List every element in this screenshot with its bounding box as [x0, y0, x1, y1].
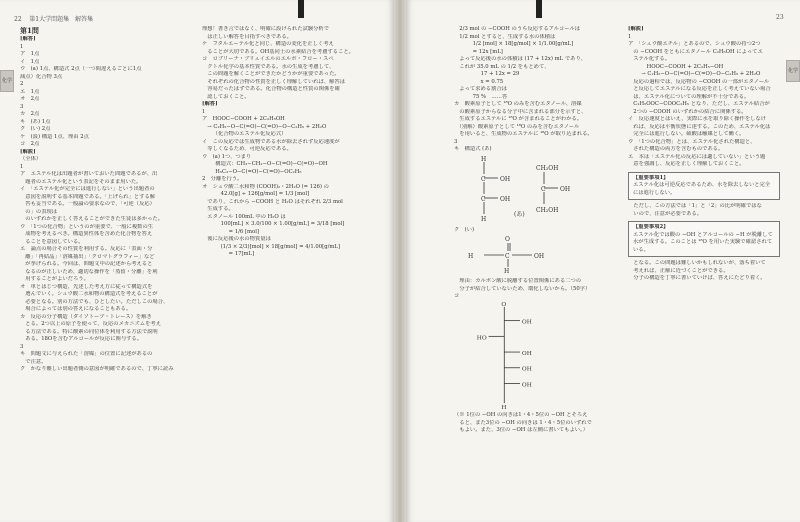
- text-line: ウ 「1つの化合物」とは、エステル化された構造と、: [628, 138, 756, 145]
- text-line: [解説]: [20, 148, 36, 155]
- note-box-title: 【重要事項1】: [633, 174, 669, 181]
- text-line: 75 % ……答: [462, 93, 508, 100]
- structure-atom-label: C: [541, 185, 546, 193]
- text-line: 構造式：CH₃−CH₂−O−C(=O)−C(=O)−OH: [210, 161, 328, 167]
- text-line: よって求める割合は: [454, 86, 507, 92]
- text-line: ク (い): [454, 227, 475, 233]
- text-line: ア 1点: [20, 51, 40, 57]
- text-line: 用することがよいだろう。: [20, 276, 89, 282]
- text-line: 考えれば、正解に近づくことができる。: [628, 267, 729, 274]
- text-line: もよい。また、3位の −OH は左側に書いてもよい。）: [454, 427, 589, 433]
- structure-atom-label: H: [504, 267, 510, 275]
- structure-atom-label: HO: [476, 334, 487, 341]
- text-line: 容易だったはずである。化合物の構造と性質の関係を確: [202, 86, 340, 92]
- text-line: イ 1点: [20, 58, 40, 65]
- text-line: ア エステル化は出題者が書いておいた問題であるが、出: [20, 171, 158, 177]
- text-line: のいずれかを正しく答えることができた生徒は多かった。: [20, 216, 164, 222]
- text-line: コ 2点: [20, 141, 40, 147]
- structure-atom-label: OH: [521, 381, 532, 388]
- text-line: キ (あ) 1点: [20, 118, 51, 125]
- text-line: る方法である。特に酸素の同位体を利用する方法で説明: [20, 328, 158, 335]
- right-column-2: [628, 26, 780, 283]
- text-line: キ 問題文に与えられた「溶媒」の位置に記述があるの: [20, 351, 153, 357]
- text-line: ク (い) 2点: [20, 126, 51, 132]
- text-line: 第1問: [20, 26, 39, 35]
- text-line: なるのが正しいため、適切な操作を「蒸留・分離」を利: [20, 268, 158, 275]
- text-line: オ 単とはじつ構造、先述した考え方に従って構造式を: [20, 283, 153, 290]
- text-line: 42.0[g] ÷ 126[g/mol] = 1/3 [mol]: [210, 191, 310, 197]
- text-line: 分子の構造を丁寧に書いていけば、答えにたどり着く。: [628, 275, 766, 281]
- text-line: ただし、この方法では「1」と「2」の比が明確ではな: [628, 203, 762, 209]
- text-line: エ 論点の場合その性質を利用する。反応に「表面・分: [20, 246, 153, 252]
- text-line: された構造の両方を含むものである。: [628, 146, 724, 152]
- text-line: = 1/6 [mol]: [218, 228, 259, 235]
- text-line: ア 「シュウ酸エチル」とあるので、シュウ酸の持つ2つ: [628, 41, 761, 47]
- structure-atom-label: CH₂OH: [536, 206, 559, 214]
- text-line: は、エステル化についての理解が不十分である。: [628, 93, 750, 100]
- text-line: C₂H₅OOC−COOC₂H₅ となり、ただし、エステル結合が: [628, 101, 770, 107]
- structure-atom-label: CH₂OH: [536, 164, 559, 172]
- text-line: 1/2 mol とすると、生成する水の体積は: [454, 33, 556, 40]
- text-line: イ この反応では生成物である水が除去されず反応速度が: [202, 138, 340, 145]
- structure-diagram-b: [454, 235, 584, 275]
- text-line: よって反応後の水の体積は (17 + 12x) mL であり、: [454, 56, 587, 62]
- text-line: 1/2 [mol] × 18[g/mol] × 1/1.00[g/mL]: [462, 41, 574, 47]
- text-line: イ 反応速度とはいえ、実際に水を取り除く操作をしなけ: [628, 116, 767, 122]
- structure-atom-label: OH: [521, 319, 532, 326]
- text-line: 理想！書き言ではなく、明確に設けられた試験分析で: [202, 26, 330, 32]
- left-page-number: 22: [14, 16, 22, 23]
- note-box-body: エステル化では酸の −OH とアルコールの −H が脱離して水が生成する。このことは ¹⁸O を用いた実験で確認されている。: [633, 231, 773, 253]
- text-line: 2つの −COOH のいずれかの結合に関係する。: [628, 108, 747, 115]
- text-line: 選んでいく。シュウ酸二水和物の構造式を考えることが: [20, 291, 158, 297]
- text-line: で注意。: [20, 358, 47, 365]
- text-line: 減点）化合物 3点: [20, 73, 63, 80]
- text-line: の −COOH をともにエタノール C₂H₅OH によってエ: [628, 48, 763, 55]
- text-line: カ 反応の分子構造（ダイソトープ・トレース）を解き: [20, 313, 152, 320]
- text-line: エ 本は「エステル化の反応には適していない」という題: [628, 153, 766, 160]
- text-line: 意を強調し、反応を正しく理解しておくこと。: [628, 161, 745, 167]
- text-line: これが 35.0 mL の 1/2 をもとめて、: [454, 63, 550, 70]
- right-page-header: [776, 14, 784, 21]
- text-line: = 12x [mL]: [462, 48, 503, 55]
- structure-atom-label: OH: [521, 366, 532, 373]
- text-line: イ 「エステル化が完全には進行しない」という出題者の: [20, 186, 155, 192]
- text-line: となる。この問題は難しいかもしれないが、落ち着いて: [628, 260, 766, 266]
- text-line: （※ 1位の −OH の向きは1・4・5位の −OH とそろえ: [454, 412, 588, 418]
- left-page: [0, 0, 394, 522]
- right-column-1: [454, 26, 620, 435]
- text-line: ある。18Oを含むアルコールが反応に関与する。: [20, 336, 143, 342]
- text-line: オ 2点: [20, 96, 40, 102]
- text-line: カ 酸素原子として ¹⁸O のみを含むエタノール、溶媒: [454, 101, 582, 107]
- text-line: 等しくなるため、可逆反応である。: [202, 146, 292, 152]
- structure-atom-label: OH: [560, 185, 571, 193]
- text-line: 意図を説明する基本問題である。「上げられ」とする解: [20, 193, 156, 200]
- text-line: 題者のエステル化という表記をそのまま用いた。: [20, 178, 142, 185]
- note-box: [628, 172, 780, 201]
- text-line: ウ (a) 1点、構造式 2点（一つ間違えるごとに1点: [20, 66, 142, 72]
- text-line: → C₂H₅−O−C(=O)−C(=O)−O−C₂H₅ + 2H₂O: [636, 71, 761, 77]
- text-line: ステル化する。: [628, 56, 671, 62]
- text-line: エタノール 100mL 中の H₂O は: [202, 213, 286, 220]
- text-line: 3: [20, 103, 24, 110]
- text-line: ウ 「1つの化合物」というのが重要で、一般に複数の生: [20, 223, 154, 230]
- note-box-body: エステル化は可逆反応であるため、水を除去しないと完全には進行しない。: [633, 182, 771, 196]
- structure-diagram-a: [454, 154, 584, 224]
- text-line: (1/3 × 2/3)[mol] × 18[g/mol] = 4/1.00[g/mL]: [210, 243, 340, 250]
- text-line: の酸素原子からなる分子中に含まれる部分を示すと、: [454, 108, 587, 115]
- structure-atom-label: OH: [521, 350, 532, 357]
- right-page: [406, 0, 800, 522]
- text-line: （全体）: [20, 156, 42, 162]
- structure-atom-label: H: [501, 404, 507, 409]
- text-line: 場合によっては別の答えになることもある。: [20, 306, 132, 312]
- structure-atom-label: C: [505, 252, 510, 260]
- note-box: [628, 221, 780, 257]
- text-line: であり、これから −COOH と H₂O はそれぞれ 2/3 mol: [202, 198, 343, 205]
- text-line: 3: [20, 343, 24, 350]
- text-line: カ 2点: [20, 111, 40, 117]
- text-line: コ: [454, 293, 460, 299]
- structure-atom-label: OH: [500, 195, 511, 203]
- text-line: → C₂H₅−O−C(=O)−C(=O)−O−C₂H₅ + 2H₂O: [202, 123, 327, 130]
- text-line: を用いると、生成物のエステルに ¹⁸O が取り込まれる。: [454, 131, 593, 137]
- structure-atom-label: H: [481, 215, 487, 223]
- text-line: （化合物のエステル化反応式）: [210, 131, 287, 137]
- page-marker-bar: [536, 0, 542, 18]
- text-line: 2/3 mol の −COOH のうち反応するアルコールは: [454, 26, 581, 32]
- text-line: それぞれの化合物の性質を正しく理解していれば、解答は: [202, 78, 346, 85]
- text-line: ケ フタルエーテル化と同じ、構造の変化を正しく考え: [202, 41, 334, 47]
- text-line: 生成する。: [202, 206, 234, 212]
- note-box-title: 【重要事項2】: [633, 224, 669, 230]
- structure-atom-label: O: [501, 301, 507, 308]
- text-line: 答も妥当である。一般論の要求なので、「可逆（反応）: [20, 201, 155, 207]
- text-line: 1: [20, 43, 24, 50]
- text-line: [解説]: [628, 26, 644, 32]
- page-marker-bar: [298, 0, 304, 18]
- text-line: （別解）酸素原子として ¹⁸O のみを含むエタノール: [454, 123, 580, 130]
- text-line: コ ロブリーナ・ブリュイエルのエルボ・フロー・スペ: [202, 56, 334, 62]
- left-page-header: [14, 14, 93, 23]
- text-line: とる。2つ以上の原子を使って、反応のメカニズムを考え: [20, 321, 161, 327]
- text-line: ることが大切である。OH基同士の水素結合を考慮すること。: [202, 48, 354, 55]
- text-line: 生成するエステルに ¹⁸O が含まれることがわかる。: [454, 116, 583, 122]
- text-line: 成物を考えるべき。構造異性体を含めた化合物を答え: [20, 231, 153, 237]
- text-line: HOOC−COOH + 2C₂H₅−OH: [636, 63, 724, 70]
- text-line: 1: [202, 108, 206, 115]
- text-line: ウ (a) 1つ、つまり: [202, 153, 252, 160]
- right-page-number: 23: [776, 14, 784, 21]
- text-line: 反応の過程では、反応物の −COOH の一部がエタノール: [628, 78, 770, 85]
- text-line: ると、また3位の −OH の向きは 1・4・5位のいずれで: [454, 419, 592, 426]
- text-line: 1: [628, 33, 632, 40]
- text-line: クトル化学の基本性質である。水の生成を考慮して、: [202, 63, 335, 70]
- text-line: エ 1点: [20, 88, 40, 95]
- text-line: の」の表現は: [20, 208, 58, 215]
- text-line: オ シュウ酸二水和物 (COOH)₂・2H₂O (= 126) の: [202, 183, 329, 190]
- text-line: いので、注意が必要である。: [628, 210, 703, 217]
- text-line: れば、反応は平衡状態に達する。このため、エステル化は: [628, 123, 771, 130]
- structure-atom-label: C: [481, 175, 486, 183]
- left-page-title: 第1大学問題集 解答集: [29, 16, 94, 23]
- text-line: 離」「再結晶」「溶媒抽出」「クロマトグラフィー」など: [20, 253, 155, 260]
- left-side-tab: 化学: [0, 70, 14, 92]
- structure-atom-label: C: [481, 195, 486, 203]
- text-line: キ 構造式 (あ): [454, 146, 492, 152]
- text-line: 1: [20, 163, 24, 170]
- text-line: 後に反応後の水の物質量は: [202, 236, 271, 242]
- text-line: 認しておくこと。: [202, 93, 250, 100]
- structure-atom-label: OH: [534, 252, 545, 260]
- text-line: ることを意図している。: [20, 238, 84, 245]
- text-line: 100[mL] × 3.0/100 × 1.00[g/mL] = 3/18 [mol]: [210, 221, 345, 227]
- text-line: 理由：カルボン酸に脱離する位置関係にある二つの: [454, 278, 582, 284]
- structure-atom-label: H: [468, 252, 474, 260]
- text-line: 完全には進行しない。硫酸は触媒として働く。: [628, 131, 745, 137]
- text-line: ア HOOC−COOH + 2C₂H₅OH: [202, 116, 285, 122]
- text-line: ク かなり難しい出題者側の意図が明確であるので、丁寧に読み: [20, 366, 174, 372]
- text-line: 3: [454, 138, 458, 145]
- left-column-1: [20, 26, 192, 374]
- text-line: [解答]: [20, 36, 36, 42]
- text-line: H₅C₂−O−C(=O)−C(=O)−OC₂H₅: [210, 168, 302, 175]
- text-line: ケ (設) 構造 1点、理由 2点: [20, 133, 89, 140]
- text-line: [解答]: [202, 101, 218, 107]
- text-line: この問題を解くことができたかどうかが重要であった。: [202, 71, 340, 77]
- text-line: は正しい解答を目指すべきである。: [202, 33, 292, 40]
- text-line: 必要となる。別の方法でも、ひとしたい。ただしこの場合、: [20, 298, 169, 305]
- text-line: 分子が結合していないため、環化しないから。（50字）: [454, 285, 591, 292]
- book-gutter: [394, 0, 406, 522]
- text-line: x = 0.75: [470, 78, 504, 85]
- structure-label: (あ): [514, 210, 525, 218]
- structure-atom-label: O: [505, 235, 510, 243]
- text-line: 17 + 12x = 29: [470, 71, 520, 77]
- text-line: と反応してエステルになる反応を正しく考えていない場合: [628, 86, 771, 92]
- text-line: が挙げられる。今回は、問題文中の記述から考えると: [20, 261, 153, 267]
- chain-structure-diagram: [454, 301, 584, 409]
- text-line: = 17[mL]: [218, 251, 255, 257]
- text-line: 2: [20, 81, 24, 87]
- structure-atom-label: OH: [500, 175, 511, 183]
- left-column-2: [202, 26, 380, 259]
- right-side-tab: 化学: [786, 60, 800, 82]
- structure-atom-label: H: [481, 155, 487, 163]
- text-line: 2 分離を行う。: [202, 176, 243, 182]
